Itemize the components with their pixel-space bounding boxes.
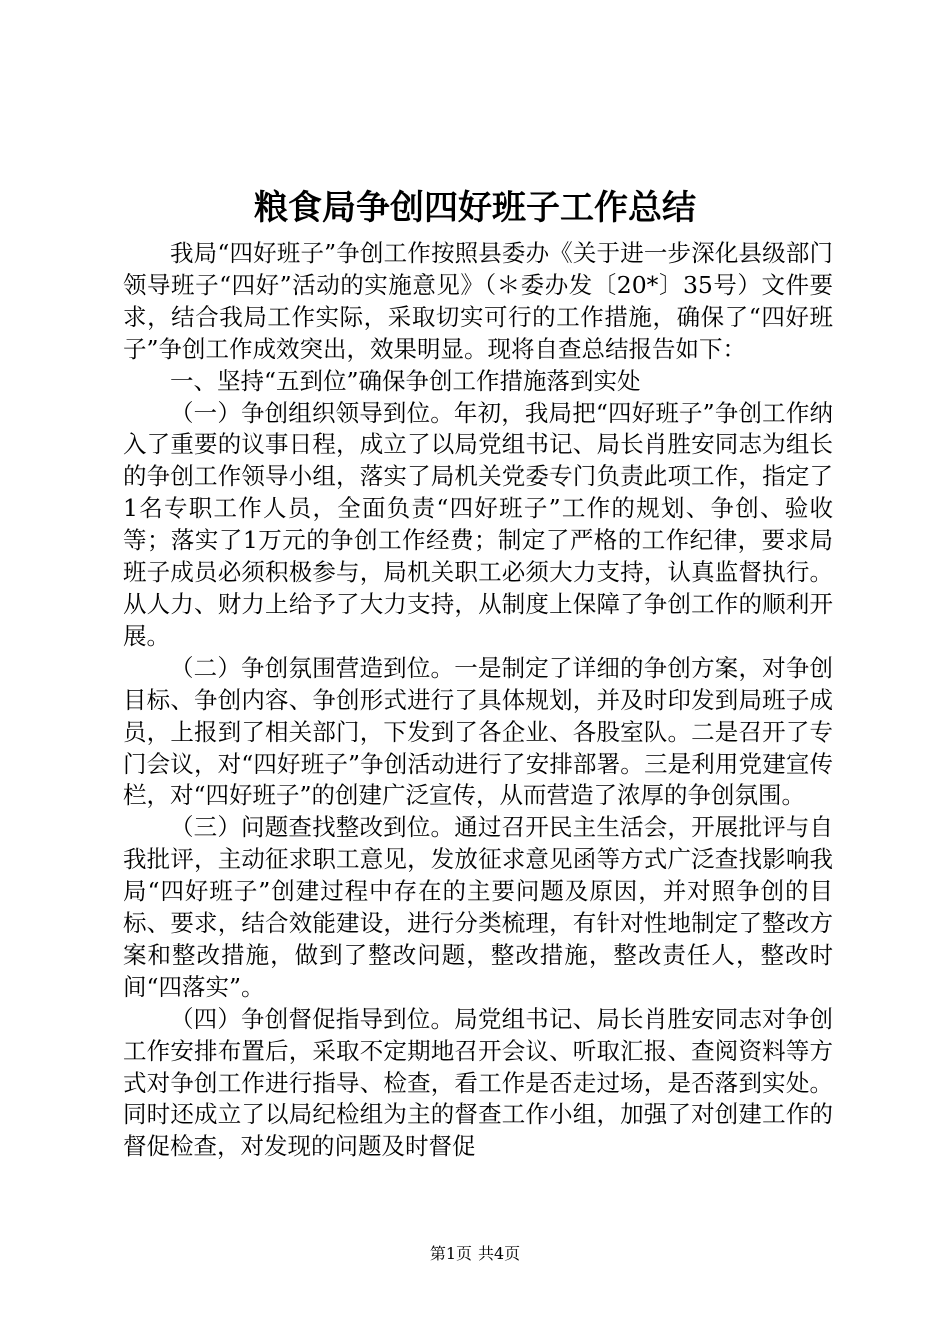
document-title: 粮食局争创四好班子工作总结	[254, 188, 696, 228]
paragraph-atmosphere: （二）争创氛围营造到位。一是制定了详细的争创方案，对争创目标、争创内容、争创形式进行了具体规划，并及时印发到局班子成员，上报到了相关部门，下发到了各企业、各股室队。二是召开了专门会议，对“四好班子”争创活动进行了安排部署。三是利用党建宣传栏，对“四好班子”的创建广泛宣传，从而营造了浓厚的争创氛围。	[123, 653, 833, 810]
section-heading-1: 一、坚持“五到位”确保争创工作措施落到实处	[170, 366, 641, 395]
paragraph-rectification: （三）问题查找整改到位。通过召开民主生活会，开展批评与自我批评，主动征求职工意见，发放征求意见函等方式广泛查找影响我局“四好班子”创建过程中存在的主要问题及原因，并对照争创的目标、要求，结合效能建设，进行分类梳理，有针对性地制定了整改方案和整改措施，做到了整改问题，整改措施，整改责任人，整改时间“四落实”。	[123, 813, 833, 1001]
page-number: 第1页	[429, 1244, 472, 1263]
paragraph-organization: （一）争创组织领导到位。年初，我局把“四好班子”争创工作纳入了重要的议事日程，成立了以局党组书记、局长肖胜安同志为组长的争创工作领导小组，落实了局机关党委专门负责此项工作，指定了1名专职工作人员，全面负责“四好班子”工作的规划、争创、验收等；落实了1万元的争创工作经费；制定了严格的工作纪律，要求局班子成员必须积极参与，局机关职工必须大力支持，认真监督执行。从人力、财力上给予了大力支持，从制度上保障了争创工作的顺利开展。	[123, 398, 833, 650]
paragraph-intro: 我局“四好班子”争创工作按照县委办《关于进一步深化县级部门领导班子“四好”活动的实施意见》（＊委办发〔20*〕35号）文件要求，结合我局工作实际，采取切实可行的工作措施，确保了“四好班子”争创工作成效突出，效果明显。现将自查总结报告如下：	[123, 239, 833, 363]
page-footer	[0, 1244, 950, 1264]
page-total: 共4页	[478, 1244, 521, 1263]
paragraph-supervision: （四）争创督促指导到位。局党组书记、局长肖胜安同志对争创工作安排布置后，采取不定期地召开会议、听取汇报、查阅资料等方式对争创工作进行指导、检查，看工作是否走过场，是否落到实处。同时还成立了以局纪检组为主的督查工作小组，加强了对创建工作的督促检查，对发现的问题及时督促	[123, 1004, 833, 1161]
document-body	[123, 238, 833, 1163]
